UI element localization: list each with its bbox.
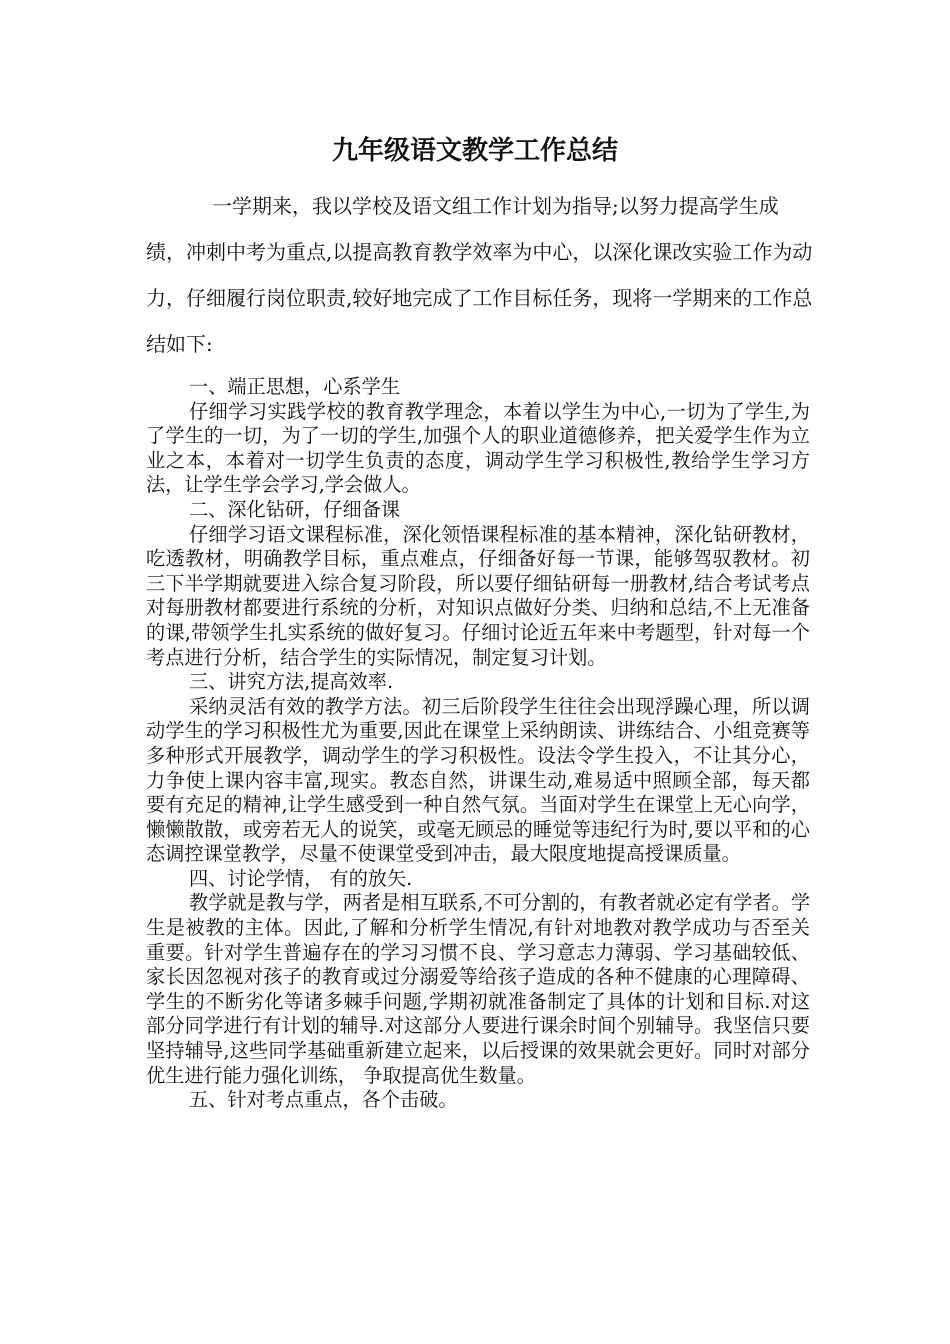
- section-body-2: 仔细学习语文课程标准，深化领悟课程标准的基本精神，深化钻研教材，吃透教材，明确教学目标，重点难点，仔细备好每一节课，能够驾驭教材。初三下半学期就要进入综合复习阶段，所以要仔细钻研每一册教材,结合考试考点对每册教材都要进行系统的分析，对知识点做好分类、归纳和总结,不上无准备的课,带领学生扎实系统的做好复习。仔细讨论近五年来中考题型，针对每一个考点进行分析，结合学生的实际情况，制定复习计划。: [146, 522, 810, 669]
- section-heading-3: 三、讲究方法,提高效率.: [189, 670, 394, 694]
- section-heading-5: 五、针对考点重点，各个击破。: [189, 1088, 458, 1112]
- section-heading-4: 四、讨论学情， 有的放矢.: [189, 866, 413, 890]
- document-title: 九年级语文教学工作总结: [331, 136, 618, 166]
- intro-paragraph: 一学期来，我以学校及语文组工作计划为指导;以努力提高学生成绩，冲刺中考为重点,以提高教育教学效率为中心，以深化课改实验工作为动力，仔细履行岗位职责,较好地完成了工作目标任务，现将一学期来的工作总结如下:: [146, 194, 813, 356]
- section-body-3: 采纳灵活有效的教学方法。初三后阶段学生往往会出现浮躁心理，所以调动学生的学习积极性尤为重要,因此在课堂上采纳朗读、讲练结合、小组竞赛等多种形式开展教学，调动学生的学习积极性。设法令学生投入，不让其分心，力争使上课内容丰富,现实。教态自然，讲课生动,难易适中照顾全部，每天都要有充足的精神,让学生感受到一种自然气氛。当面对学生在课堂上无心向学，懒懒散散，或旁若无人的说笑，或毫无顾忌的睡觉等违纪行为时,要以平和的心态调控课堂教学，尽量不使课堂受到冲击，最大限度地提高授课质量。: [146, 694, 810, 866]
- section-body-1: 仔细学习实践学校的教育教学理念，本着以学生为中心,一切为了学生,为了学生的一切，为了一切的学生,加强个人的职业道德修养，把关爱学生作为立业之本，本着对一切学生负责的态度，调动学生学习积极性,教给学生学习方法，让学生学会学习,学会做人。: [146, 399, 810, 497]
- document-body: [146, 375, 810, 1113]
- section-heading-1: 一、端正思想，心系学生: [189, 375, 401, 398]
- section-body-4: 教学就是教与学，两者是相互联系,不可分割的，有教者就必定有学者。学生是被教的主体。因此,了解和分析学生情况,有针对地教对教学成功与否至关重要。针对学生普遍存在的学习习惯不良、学习意志力薄弱、学习基础较低、家长因忽视对孩子的教育或过分溺爱等给孩子造成的各种不健康的心理障碍、学生的不断劣化等诸多棘手问题,学期初就准备制定了具体的计划和目标.对这部分同学进行有计划的辅导.对这部分人要进行课余时间个别辅导。我坚信只要坚持辅导,这些同学基础重新建立起来，以后授课的效果就会更好。同时对部分优生进行能力强化训练， 争取提高优生数量。: [146, 891, 810, 1087]
- section-heading-2: 二、深化钻研，仔细备课: [189, 497, 401, 521]
